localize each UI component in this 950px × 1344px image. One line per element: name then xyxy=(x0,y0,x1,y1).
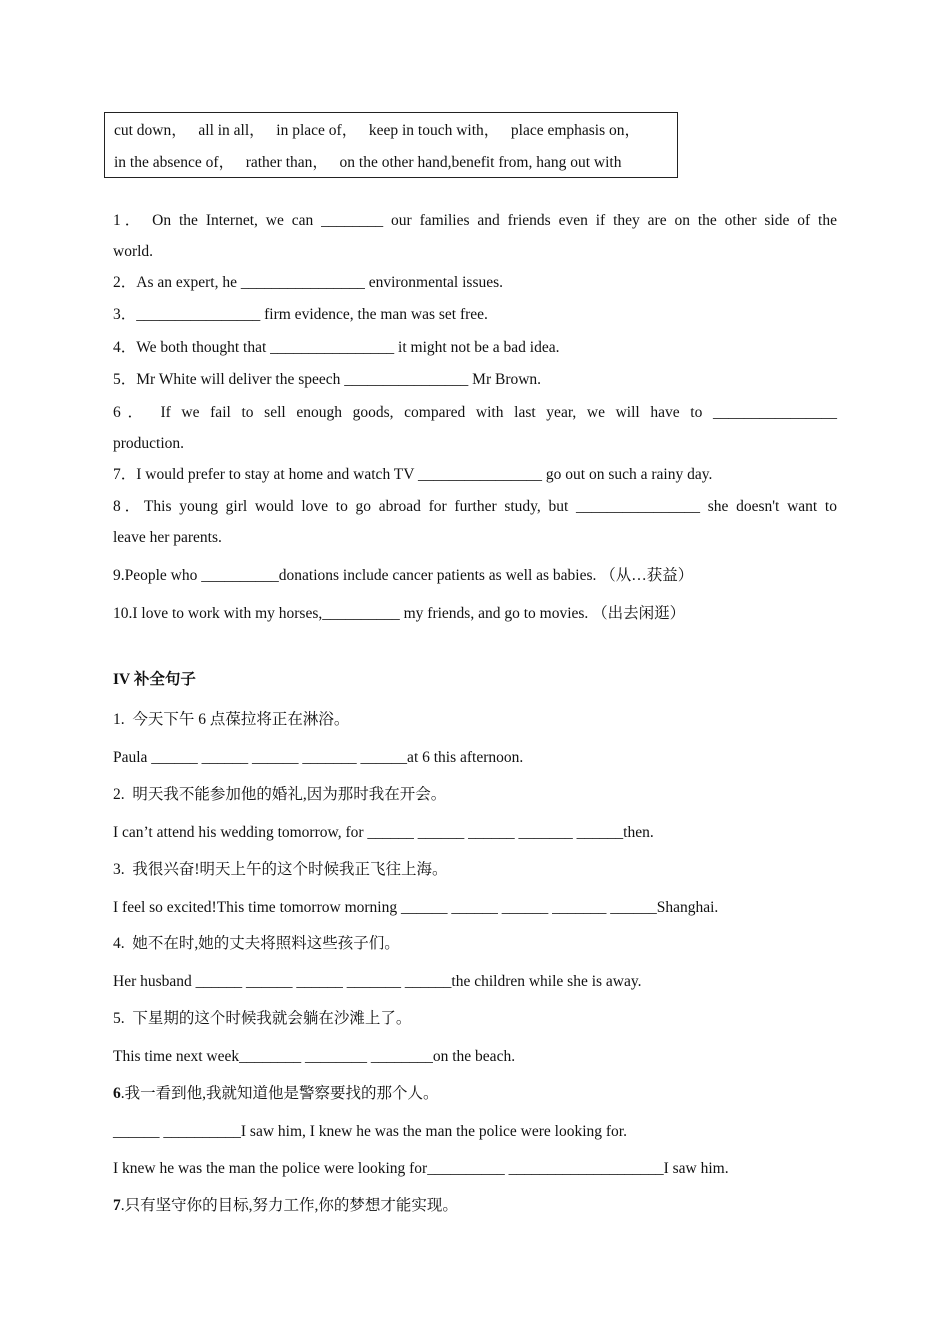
sentence-6-chinese xyxy=(113,1084,837,1104)
sentence-7-text: .只有坚守你的目标,努力工作,你的梦想才能实现。 xyxy=(120,1197,458,1214)
sentence-5-chinese: 5. 下星期的这个时候我就会躺在沙滩上了。 xyxy=(113,1010,412,1027)
exercise-2: 2．As an expert, he ________________ environmental issues. xyxy=(113,274,504,291)
sentence-6-english-1: ______ __________I saw him, I knew he was the man the police were looking for. xyxy=(113,1123,627,1140)
sentence-6-english-2: I knew he was the man the police were looking for__________ ____________________I saw him. xyxy=(113,1160,729,1177)
sentence-3-chinese: 3. 我很兴奋!明天上午的这个时候我正飞往上海。 xyxy=(113,861,448,878)
sentence-4-chinese: 4. 她不在时,她的丈夫将照料这些孩子们。 xyxy=(113,935,400,952)
word-bank-line-2: in the absence of， rather than， on the other hand,benefit from, hang out with xyxy=(114,154,622,171)
exercise-1-line-1: 1． On the Internet, we can ________ our families and friends even if they are on the other side of the xyxy=(113,212,837,229)
exercise-10: 10.I love to work with my horses,__________ my friends, and go to movies. （出去闲逛） xyxy=(113,605,686,622)
exercise-6-line-1: 6． If we fail to sell enough goods, compared with last year, we will have to ________________ xyxy=(113,404,837,421)
exercise-8-line-2: leave her parents. xyxy=(113,529,222,546)
exercise-9: 9.People who __________donations include cancer patients as well as babies. （从…获益） xyxy=(113,567,694,584)
sentence-4-english: Her husband ______ ______ ______ _______ ______the children while she is away. xyxy=(113,973,642,990)
sentence-1-chinese: 1. 今天下午 6 点葆拉将正在淋浴。 xyxy=(113,711,350,728)
exercise-6-line-2: production. xyxy=(113,435,185,452)
sentence-6-number: 6 xyxy=(113,1085,121,1102)
exercise-1-line-2: world. xyxy=(113,243,154,260)
sentence-3-english: I feel so excited!This time tomorrow morning ______ ______ ______ _______ ______Shanghai. xyxy=(113,899,719,916)
sentence-7-number: 7 xyxy=(113,1197,121,1214)
sentence-7-chinese xyxy=(113,1196,837,1216)
exercise-5: 5．Mr White will deliver the speech ________________ Mr Brown. xyxy=(113,371,542,388)
exercise-3: 3．________________ firm evidence, the man was set free. xyxy=(113,306,488,323)
sentence-2-chinese: 2. 明天我不能参加他的婚礼,因为那时我在开会。 xyxy=(113,786,447,803)
sentence-1-english: Paula ______ ______ ______ _______ ______at 6 this afternoon. xyxy=(113,749,524,766)
sentence-5-english: This time next week________ ________ ________on the beach. xyxy=(113,1048,516,1065)
sentence-2-english: I can’t attend his wedding tomorrow, for ______ ______ ______ _______ ______then. xyxy=(113,824,654,841)
exercise-7: 7．I would prefer to stay at home and watch TV ________________ go out on such a rainy day. xyxy=(113,466,713,483)
word-bank-line-1: cut down， all in all， in place of， keep in touch with， place emphasis on， xyxy=(114,122,641,139)
word-bank-box xyxy=(104,112,678,178)
exercise-8-line-1: 8．This young girl would love to go abroad for further study, but ________________ she doesn't want to xyxy=(113,498,837,515)
section-heading: IV 补全句子 xyxy=(113,671,196,688)
sentence-6-text: .我一看到他,我就知道他是警察要找的那个人。 xyxy=(120,1085,439,1102)
exercise-4: 4．We both thought that ________________ it might not be a bad idea. xyxy=(113,339,560,356)
